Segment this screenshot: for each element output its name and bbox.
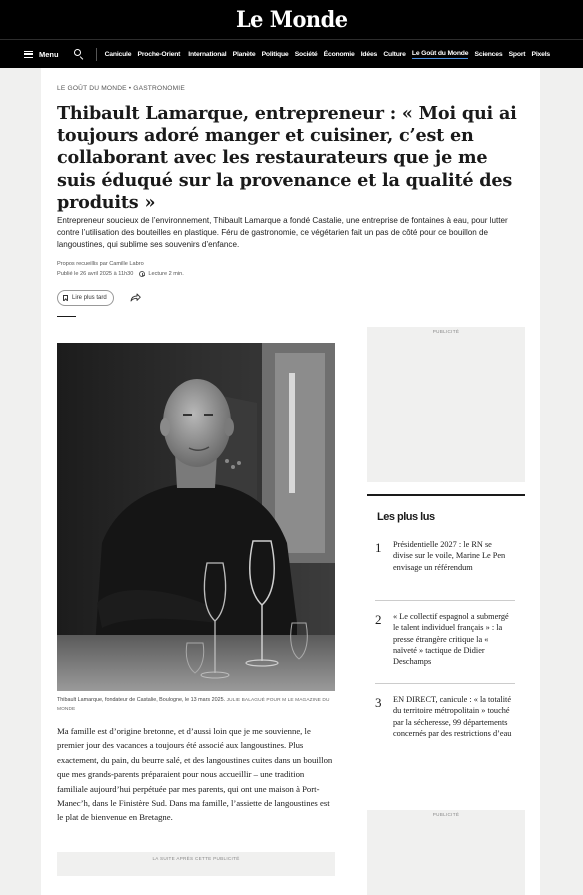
most-read-title: Les plus lus xyxy=(377,511,435,523)
most-read-item[interactable] xyxy=(367,694,525,739)
nav-link-societe[interactable]: Société xyxy=(294,50,318,58)
photo-credit: JULIE BALAGUÉ POUR M LE MAGAZINE DU MONDE xyxy=(57,698,330,712)
article-headline: Thibault Lamarque, entrepreneur : « Moi qui ai toujours adoré manger et cuisiner, c’est en collaborant avec les restaurateurs que je me suis éduqué sur la provenance et la qualité des produits » xyxy=(57,103,517,213)
nav-link-culture[interactable]: Culture xyxy=(383,50,406,58)
most-read-divider xyxy=(375,600,515,601)
most-read-link[interactable]: EN DIRECT, canicule : « la totalité du territoire métropolitain » touché par la sécheresse, 99 départements concernés par des restrictions d’eau xyxy=(393,695,512,738)
photo-caption xyxy=(57,696,337,714)
nav-link-idees[interactable]: Idées xyxy=(360,50,378,58)
search-icon[interactable] xyxy=(74,49,84,59)
masthead xyxy=(0,0,583,39)
published-date: Publié le 26 avril 2025 à 11h30 xyxy=(57,271,134,277)
breadcrumb-subsection[interactable]: GASTRONOMIE xyxy=(133,85,185,92)
nav-link-international[interactable]: International xyxy=(188,50,227,58)
reading-time: Lecture 2 min. xyxy=(148,271,184,277)
most-read-rule xyxy=(367,494,525,496)
clock-icon xyxy=(139,271,145,277)
main-nav xyxy=(0,39,583,68)
nav-links xyxy=(105,50,557,59)
inline-ad-label: LA SUITE APRÈS CETTE PUBLICITÉ xyxy=(152,856,240,861)
inline-ad[interactable] xyxy=(57,852,335,876)
bookmark-icon xyxy=(63,295,68,302)
article-card xyxy=(41,68,540,895)
nav-link-politique[interactable]: Politique xyxy=(261,50,289,58)
most-read-link[interactable]: Présidentielle 2027 : le RN se divise sur le voile, Marine Le Pen envisage un référendum xyxy=(393,540,506,572)
most-read-link[interactable]: « Le collectif espagnol a submergé le talent individuel français » : la presse étrangère critique la « naïveté » tactique de Didier Deschamps xyxy=(393,612,509,667)
section-rule xyxy=(57,316,76,317)
nav-link-pixels[interactable]: Pixels xyxy=(531,50,550,58)
sidebar-ad-bottom[interactable] xyxy=(367,810,525,895)
nav-link-canicule[interactable]: Canicule xyxy=(104,50,132,58)
read-later-button[interactable] xyxy=(57,290,114,306)
most-read-panel xyxy=(367,494,525,738)
breadcrumb-section[interactable]: LE GOÛT DU MONDE xyxy=(57,85,127,92)
menu-button[interactable] xyxy=(24,50,59,59)
hamburger-icon xyxy=(24,51,33,58)
sidebar-ad-top[interactable] xyxy=(367,327,525,482)
breadcrumb: LE GOÛT DU MONDE • GASTRONOMIE xyxy=(57,85,185,92)
most-read-rank: 2 xyxy=(375,612,382,627)
most-read-divider xyxy=(375,683,515,684)
nav-divider xyxy=(96,48,97,61)
article-deck: Entrepreneur soucieux de l’environnement, Thibault Lamarque a fondé Castalie, une entreprise de fontaines à eau, pour lutter contre l’utilisation des bouteilles en plastique. Féru de gastronomie, ce végétarien fait un pas de côté pour ce bouillon de langoustines, qui sublime ses souvenirs d’enfance. xyxy=(57,216,508,249)
sidebar-ad-label: PUBLICITÉ xyxy=(432,329,460,334)
le-monde-logo[interactable]: Le Monde xyxy=(235,6,348,33)
read-later-label: Lire plus tard xyxy=(72,295,107,301)
nav-link-le-gout-du-monde[interactable]: Le Goût du Monde xyxy=(411,49,469,57)
nav-link-proche-orient[interactable]: Proche-Orient xyxy=(137,50,181,58)
article-meta xyxy=(57,271,184,277)
most-read-rank: 1 xyxy=(375,540,382,555)
nav-link-economie[interactable]: Économie xyxy=(323,50,355,58)
nav-link-sport[interactable]: Sport xyxy=(508,50,526,58)
portrait-image xyxy=(57,343,335,691)
nav-link-sciences[interactable]: Sciences xyxy=(474,50,503,58)
most-read-item[interactable] xyxy=(367,539,525,573)
article-photo[interactable] xyxy=(57,343,335,691)
caption-text: Thibault Lamarque, fondateur de Castalie, Boulogne, le 13 mars 2025. xyxy=(57,697,226,703)
article-body: Ma famille est d’origine bretonne, et d’aussi loin que je me souvienne, le premier jour des vacances a toujours été associé aux langoustines. Plus exactement, du pain, du beurre salé, et des langoustines cuites dans un bouillon que mes grands-parents préparaient pour nous accueillir – une tradition familiale aujourd’hui perpétuée par mes parents, qui ont une maison à Port-Manec’h, dans le Finistère Sud. Dans ma famille, l’assiette de langoustines est le plat de bienvenue en Bretagne. xyxy=(57,726,333,823)
most-read-rank: 3 xyxy=(375,695,382,710)
sidebar-ad-label: PUBLICITÉ xyxy=(432,812,460,817)
article-byline: Propos recueillis par Camille Labro xyxy=(57,261,144,267)
most-read-item[interactable] xyxy=(367,611,525,667)
menu-label: Menu xyxy=(39,49,59,59)
nav-link-planete[interactable]: Planète xyxy=(232,50,256,58)
share-icon[interactable] xyxy=(130,293,141,302)
